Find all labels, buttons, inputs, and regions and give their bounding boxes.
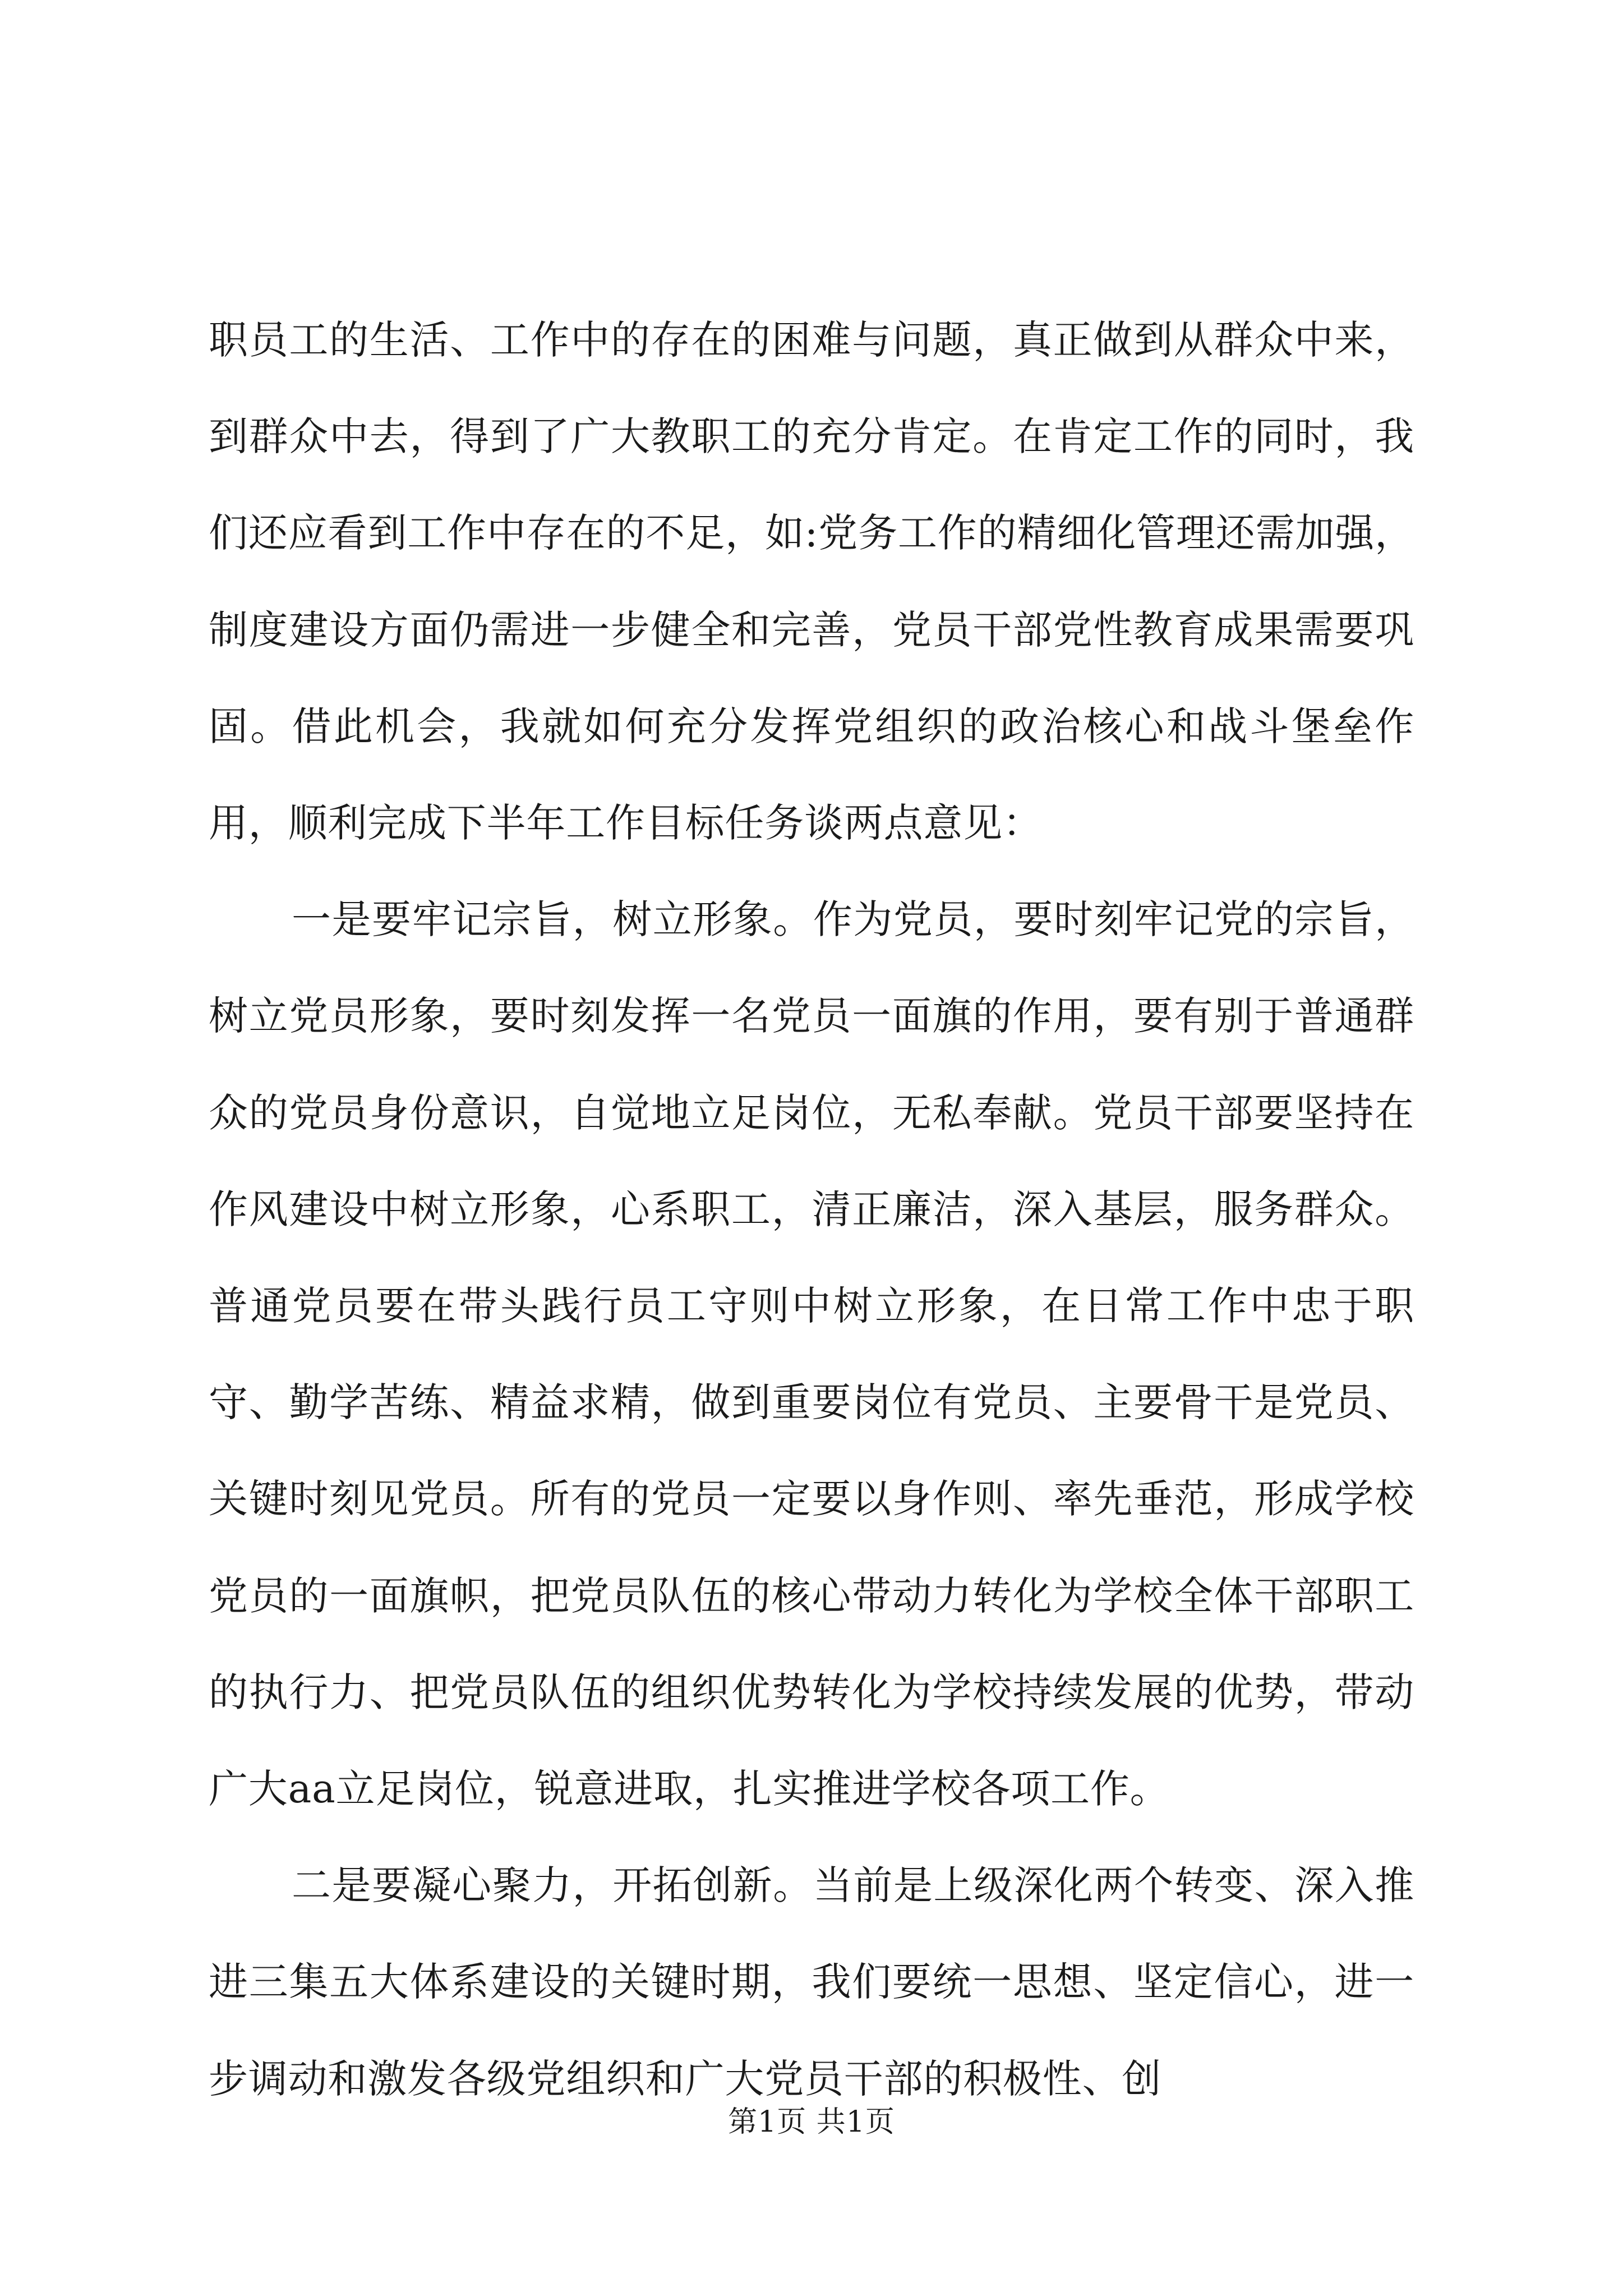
paragraph-point-two: 二是要凝心聚力，开拓创新。当前是上级深化两个转变、深入推进三集五大体系建设的关键时期，我们要统一思想、坚定信心，进一步调动和激发各级党组织和广大党员干部的积极性、创 xyxy=(209,1862,1414,2102)
paragraph-continued: 职员工的生活、工作中的存在的困难与问题，真正做到从群众中来，到群众中去，得到了广大教职工的充分肯定。在肯定工作的同时，我们还应看到工作中存在的不足，如:党务工作的精细化管理还需加强，制度建设方面仍需进一步健全和完善，党员干部党性教育成果需要巩固。借此机会，我就如何充分发挥党组织的政治核心和战斗堡垒作用，顺利完成下半年工作目标任务谈两点意见： xyxy=(209,317,1414,846)
body-text xyxy=(209,292,1414,2127)
paragraph-point-one: 一是要牢记宗旨，树立形象。作为党员，要时刻牢记党的宗旨，树立党员形象，要时刻发挥一名党员一面旗的作用，要有别于普通群众的党员身份意识，自觉地立足岗位，无私奉献。党员干部要坚持在作风建设中树立形象，心系职工，清正廉洁，深入基层，服务群众。普通党员要在带头践行员工守则中树立形象，在日常工作中忠于职守、勤学苦练、精益求精，做到重要岗位有党员、主要骨干是党员、关键时刻见党员。所有的党员一定要以身作则、率先垂范，形成学校党员的一面旗帜，把党员队伍的核心带动力转化为学校全体干部职工的执行力、把党员队伍的组织优势转化为学校持续发展的优势，带动广大aa立足岗位，锐意进取，扎实推进学校各项工作。 xyxy=(209,896,1414,1812)
page-footer: 第1页 共1页 xyxy=(728,2105,895,2139)
